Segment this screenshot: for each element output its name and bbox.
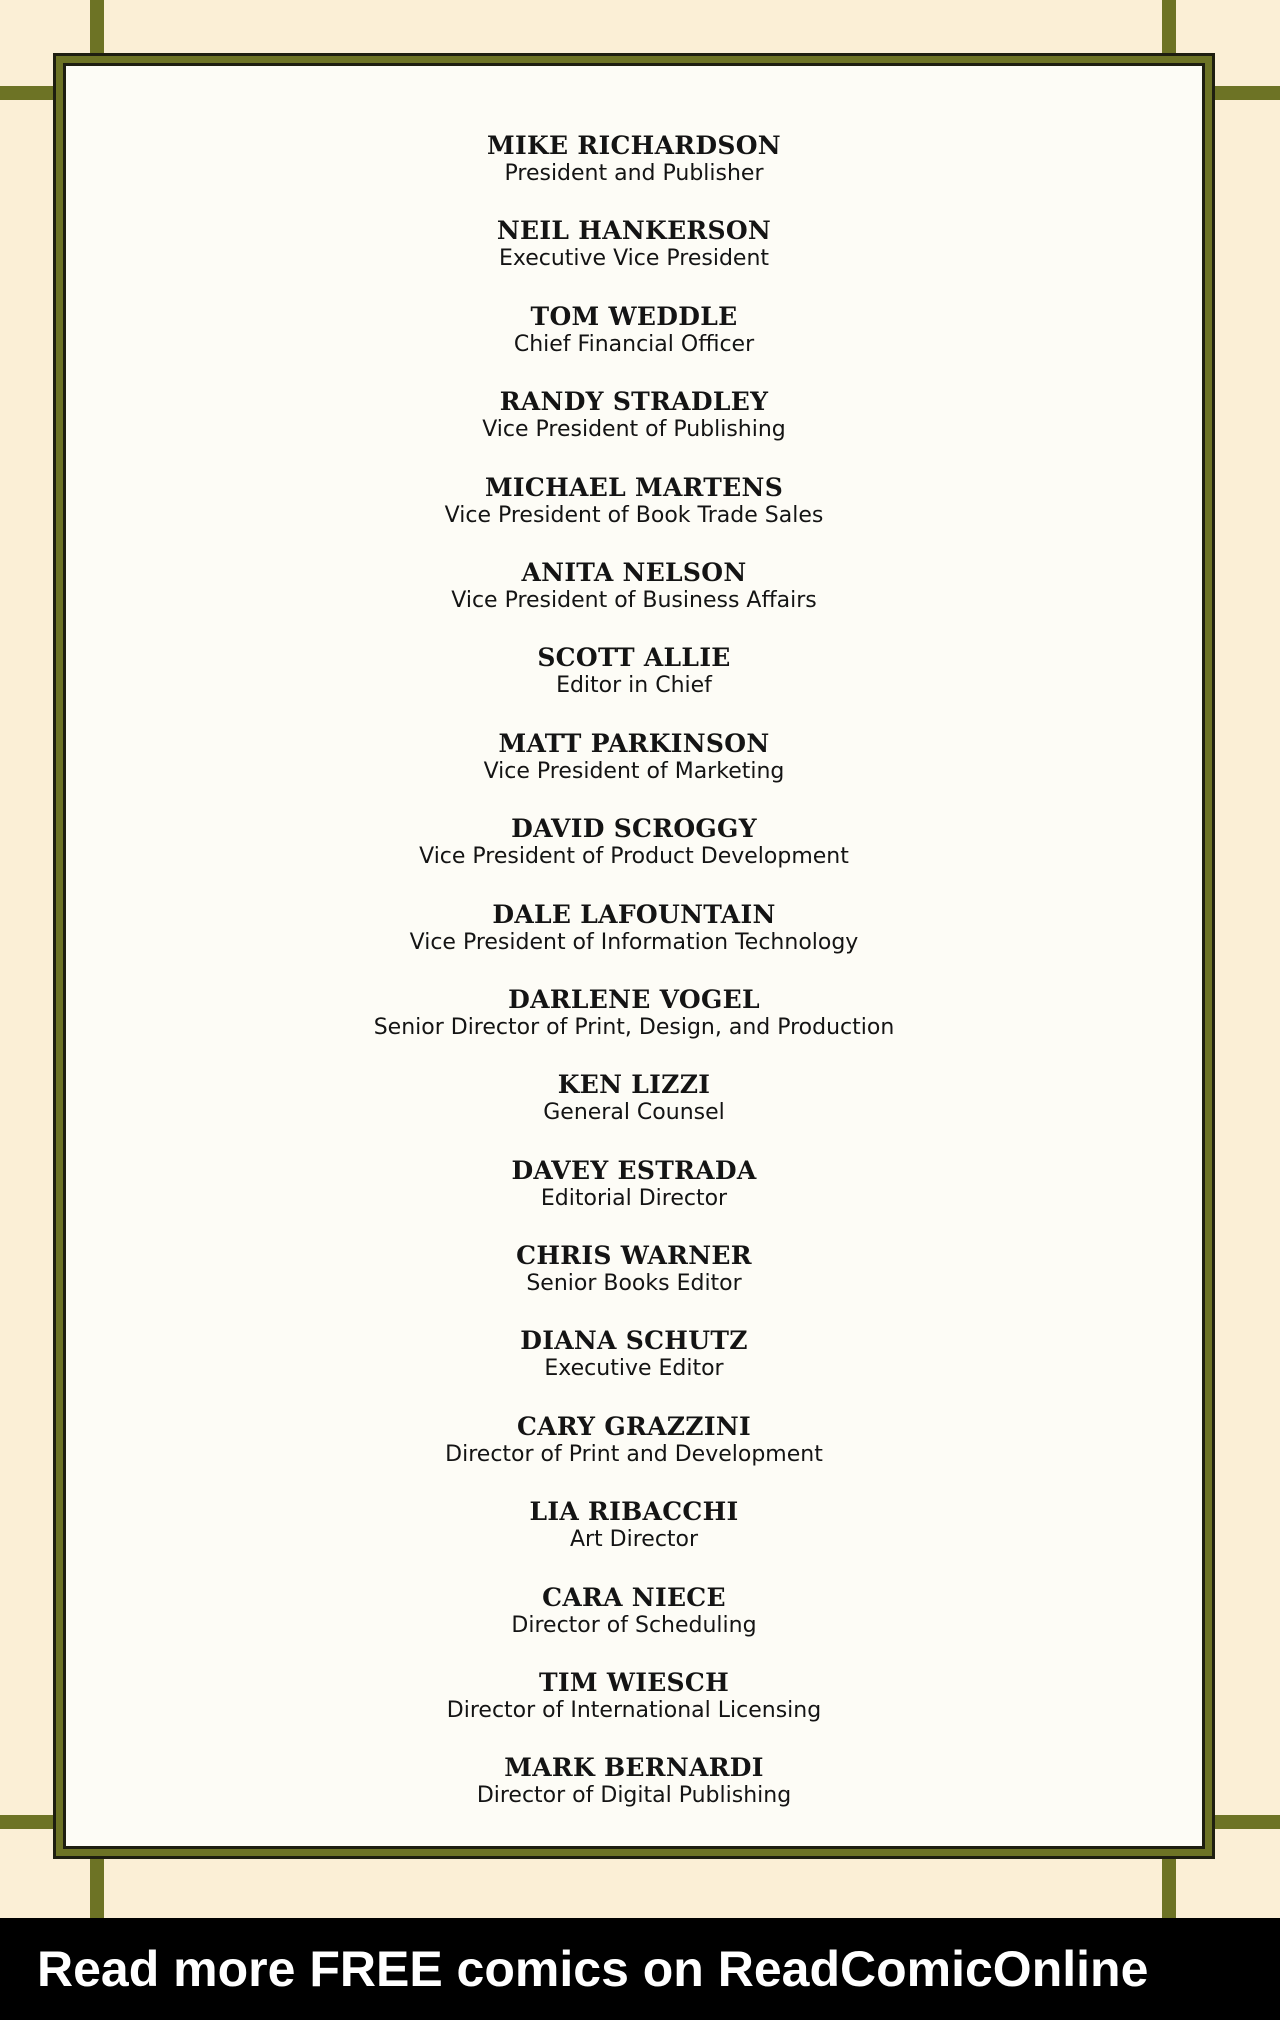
staff-name: CARA NIECE bbox=[542, 1582, 726, 1612]
staff-title: Editor in Chief bbox=[556, 673, 712, 699]
staff-entry bbox=[66, 729, 1202, 814]
staff-entry bbox=[66, 1070, 1202, 1155]
staff-title: Senior Director of Print, Design, and Production bbox=[373, 1014, 895, 1040]
staff-name: CARY GRAZZINI bbox=[516, 1411, 751, 1441]
staff-title: President and Publisher bbox=[504, 161, 764, 186]
staff-title: Art Director bbox=[569, 1527, 699, 1553]
staff-list bbox=[66, 131, 1202, 1839]
staff-entry bbox=[66, 1753, 1202, 1838]
staff-entry bbox=[66, 1241, 1202, 1326]
staff-name: NEIL HANKERSON bbox=[496, 216, 772, 246]
staff-title: Director of Scheduling bbox=[511, 1612, 757, 1638]
staff-entry bbox=[66, 216, 1202, 301]
staff-entry bbox=[66, 814, 1202, 899]
staff-entry bbox=[66, 1156, 1202, 1241]
frame-rule-top-right bbox=[1162, 0, 1176, 56]
staff-entry bbox=[66, 900, 1202, 985]
staff-title: Vice President of Marketing bbox=[483, 758, 785, 784]
credits-panel bbox=[53, 53, 1215, 1859]
staff-title: Chief Financial Officer bbox=[513, 331, 755, 357]
credits-panel-inner bbox=[63, 63, 1205, 1849]
staff-name: MIKE RICHARDSON bbox=[487, 131, 781, 160]
staff-name: CHRIS WARNER bbox=[516, 1241, 752, 1271]
frame-rule-bottom-right bbox=[1162, 1856, 1176, 1918]
staff-entry bbox=[66, 558, 1202, 643]
staff-entry bbox=[66, 1326, 1202, 1411]
staff-name: DARLENE VOGEL bbox=[508, 984, 760, 1014]
frame-rule-right-upper bbox=[1212, 86, 1280, 100]
staff-title: General Counsel bbox=[543, 1100, 725, 1126]
frame-rule-left-lower bbox=[0, 1815, 56, 1829]
frame-rule-top-left bbox=[90, 0, 104, 56]
staff-title: Vice President of Book Trade Sales bbox=[444, 502, 824, 528]
staff-name: DAVID SCROGGY bbox=[511, 814, 757, 844]
staff-entry bbox=[66, 302, 1202, 387]
staff-entry bbox=[66, 643, 1202, 728]
staff-name: TIM WIESCH bbox=[538, 1668, 730, 1698]
staff-entry bbox=[66, 1668, 1202, 1753]
staff-title: Editorial Director bbox=[540, 1185, 728, 1211]
staff-title: Senior Books Editor bbox=[526, 1271, 742, 1297]
staff-title: Vice President of Information Technology bbox=[409, 929, 859, 955]
staff-title: Executive Editor bbox=[544, 1356, 724, 1382]
staff-name: RANDY STRADLEY bbox=[499, 387, 769, 417]
frame-rule-left-upper bbox=[0, 86, 56, 100]
staff-title: Director of Print and Development bbox=[445, 1441, 823, 1467]
staff-title: Director of International Licensing bbox=[446, 1698, 822, 1724]
staff-name: DIANA SCHUTZ bbox=[520, 1326, 748, 1356]
staff-name: LIA RIBACCHI bbox=[529, 1497, 739, 1527]
staff-entry bbox=[66, 985, 1202, 1070]
staff-title: Executive Vice President bbox=[498, 246, 770, 272]
staff-title: Vice President of Product Development bbox=[419, 844, 849, 870]
staff-entry bbox=[66, 131, 1202, 216]
staff-name: TOM WEDDLE bbox=[530, 301, 738, 331]
staff-title: Director of Digital Publishing bbox=[476, 1783, 792, 1809]
staff-name: MATT PARKINSON bbox=[498, 728, 770, 758]
staff-name: DALE LAFOUNTAIN bbox=[492, 899, 776, 929]
staff-entry bbox=[66, 1583, 1202, 1668]
staff-name: ANITA NELSON bbox=[521, 557, 747, 587]
staff-entry bbox=[66, 387, 1202, 472]
staff-name: DAVEY ESTRADA bbox=[511, 1155, 757, 1185]
frame-rule-right-lower bbox=[1212, 1815, 1280, 1829]
frame-rule-bottom-left bbox=[90, 1856, 104, 1918]
staff-name: KEN LIZZI bbox=[557, 1070, 711, 1100]
staff-entry bbox=[66, 1412, 1202, 1497]
staff-entry bbox=[66, 473, 1202, 558]
staff-entry bbox=[66, 1497, 1202, 1582]
staff-title: Vice President of Publishing bbox=[482, 417, 786, 443]
staff-name: SCOTT ALLIE bbox=[537, 643, 731, 673]
staff-name: MICHAEL MARTENS bbox=[484, 472, 784, 502]
staff-name: MARK BERNARDI bbox=[504, 1753, 764, 1783]
promo-banner[interactable]: Read more FREE comics on ReadComicOnline bbox=[0, 1918, 1280, 2020]
staff-title: Vice President of Business Affairs bbox=[451, 587, 817, 613]
